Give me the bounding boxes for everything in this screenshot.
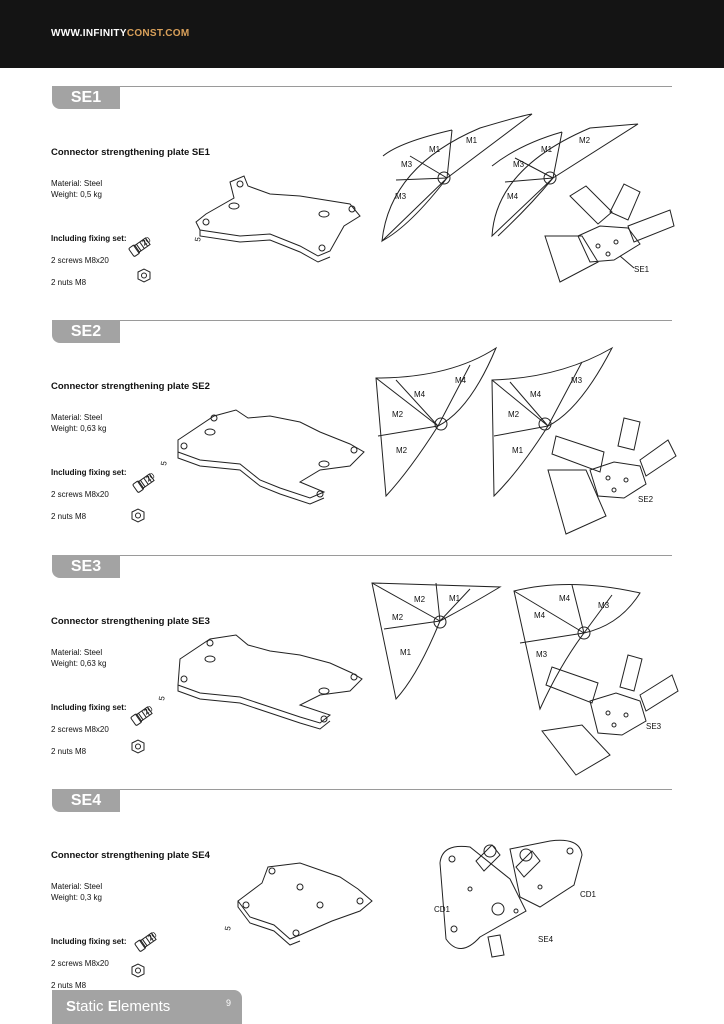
panel-label: M4 <box>534 611 546 620</box>
connector-drawing <box>440 840 582 957</box>
nuts-text: 2 nuts M8 <box>51 512 87 521</box>
nut-icon <box>132 964 144 977</box>
screws-text: 2 screws M8x20 <box>51 256 109 265</box>
page-number: 9 <box>226 998 232 1008</box>
footer-initial: S <box>66 998 77 1015</box>
weight-text: Weight: 0,5 kg <box>51 190 102 199</box>
nuts-text: 2 nuts M8 <box>51 278 87 287</box>
material-text: Material: Steel <box>51 648 103 657</box>
dim-thickness: 5 <box>159 460 169 467</box>
website-url[interactable] <box>51 28 190 39</box>
panel-label: M4 <box>530 390 542 399</box>
panel-label: M1 <box>541 145 553 154</box>
fixing-heading: Including fixing set: <box>51 234 127 243</box>
panel-label: M4 <box>455 376 467 385</box>
panel-label: M1 <box>429 145 441 154</box>
nuts-text: 2 nuts M8 <box>51 747 87 756</box>
footer-word: lements <box>117 998 171 1015</box>
dim-thickness: 5 <box>157 695 167 702</box>
plate-drawing <box>238 863 372 939</box>
panel-label: M4 <box>507 192 519 201</box>
panel-label: M3 <box>536 650 548 659</box>
material-text: Material: Steel <box>51 413 103 422</box>
fixing-heading: Including fixing set: <box>51 937 127 946</box>
section-se3 <box>0 555 724 789</box>
part-callout: CD1 <box>580 890 597 899</box>
nuts-text: 2 nuts M8 <box>51 981 87 990</box>
footer-title <box>66 998 170 1015</box>
part-callout: SE3 <box>646 722 662 731</box>
screws-text: 2 screws M8x20 <box>51 725 109 734</box>
panel-label: M2 <box>579 136 591 145</box>
panel-label: M2 <box>414 595 426 604</box>
dim-thickness: 5 <box>223 925 233 932</box>
panel-label: M2 <box>392 613 404 622</box>
nut-icon <box>138 269 150 282</box>
panel-label: M1 <box>466 136 478 145</box>
panel-label: M3 <box>571 376 583 385</box>
screws-text: 2 screws M8x20 <box>51 490 109 499</box>
dim-length: 20 <box>143 471 157 484</box>
website-url-accent: CONST.COM <box>126 28 190 39</box>
website-url-prefix: WWW.INFINITY <box>51 28 127 39</box>
panel-label: M1 <box>512 446 524 455</box>
panel-label: M2 <box>392 410 404 419</box>
panel-label: M3 <box>395 192 407 201</box>
footer-tab <box>52 990 242 1024</box>
section-tab: SE2 <box>52 320 120 343</box>
panel-drawing-left <box>372 583 500 699</box>
panel-label: M3 <box>401 160 413 169</box>
plate-drawing <box>178 410 364 498</box>
dim-length: 20 <box>145 930 159 943</box>
header-bar <box>0 0 724 68</box>
connector-drawing <box>548 418 676 534</box>
panel-label: M1 <box>400 648 412 657</box>
plate-drawing <box>178 635 362 723</box>
material-text: Material: Steel <box>51 882 103 891</box>
dim-length: 20 <box>139 235 153 248</box>
section-se2 <box>0 320 724 554</box>
section-title: Connector strengthening plate SE3 <box>51 616 210 627</box>
plate-drawing <box>196 176 360 256</box>
section-tab: SE4 <box>52 789 120 812</box>
panel-label: M2 <box>396 446 408 455</box>
panel-label: M3 <box>513 160 525 169</box>
nut-icon <box>132 509 144 522</box>
panel-label: M4 <box>414 390 426 399</box>
section-se4 <box>0 789 724 1023</box>
dim-thickness: 5 <box>193 236 203 243</box>
panel-drawing-left <box>382 114 532 241</box>
weight-text: Weight: 0,3 kg <box>51 893 102 902</box>
panel-drawing-right <box>492 348 612 496</box>
section-title: Connector strengthening plate SE2 <box>51 381 210 392</box>
fixing-heading: Including fixing set: <box>51 703 127 712</box>
dim-length: 20 <box>141 704 155 717</box>
part-callout: CD1 <box>434 905 451 914</box>
weight-text: Weight: 0,63 kg <box>51 424 107 433</box>
footer-word: tatic <box>76 998 108 1015</box>
panel-label: M2 <box>508 410 520 419</box>
screws-text: 2 screws M8x20 <box>51 959 109 968</box>
panel-drawing-left <box>376 348 496 496</box>
se1-drawings <box>0 86 724 320</box>
part-callout: SE4 <box>538 935 554 944</box>
se3-drawings <box>0 555 724 789</box>
panel-label: M3 <box>598 601 610 610</box>
fixing-heading: Including fixing set: <box>51 468 127 477</box>
section-title: Connector strengthening plate SE1 <box>51 147 210 158</box>
part-callout: SE1 <box>634 265 650 274</box>
se4-drawings <box>0 789 724 989</box>
connector-drawing <box>542 655 678 775</box>
section-title: Connector strengthening plate SE4 <box>51 850 210 861</box>
material-text: Material: Steel <box>51 179 103 188</box>
nut-icon <box>132 740 144 753</box>
connector-drawing <box>545 184 674 282</box>
section-se1 <box>0 86 724 320</box>
panel-drawing-right <box>492 124 638 236</box>
section-tab: SE3 <box>52 555 120 578</box>
se2-drawings <box>0 320 724 554</box>
section-tab: SE1 <box>52 86 120 109</box>
part-callout: SE2 <box>638 495 654 504</box>
footer-initial: E <box>107 998 118 1015</box>
panel-label: M4 <box>559 594 571 603</box>
panel-label: M1 <box>449 594 461 603</box>
weight-text: Weight: 0,63 kg <box>51 659 107 668</box>
